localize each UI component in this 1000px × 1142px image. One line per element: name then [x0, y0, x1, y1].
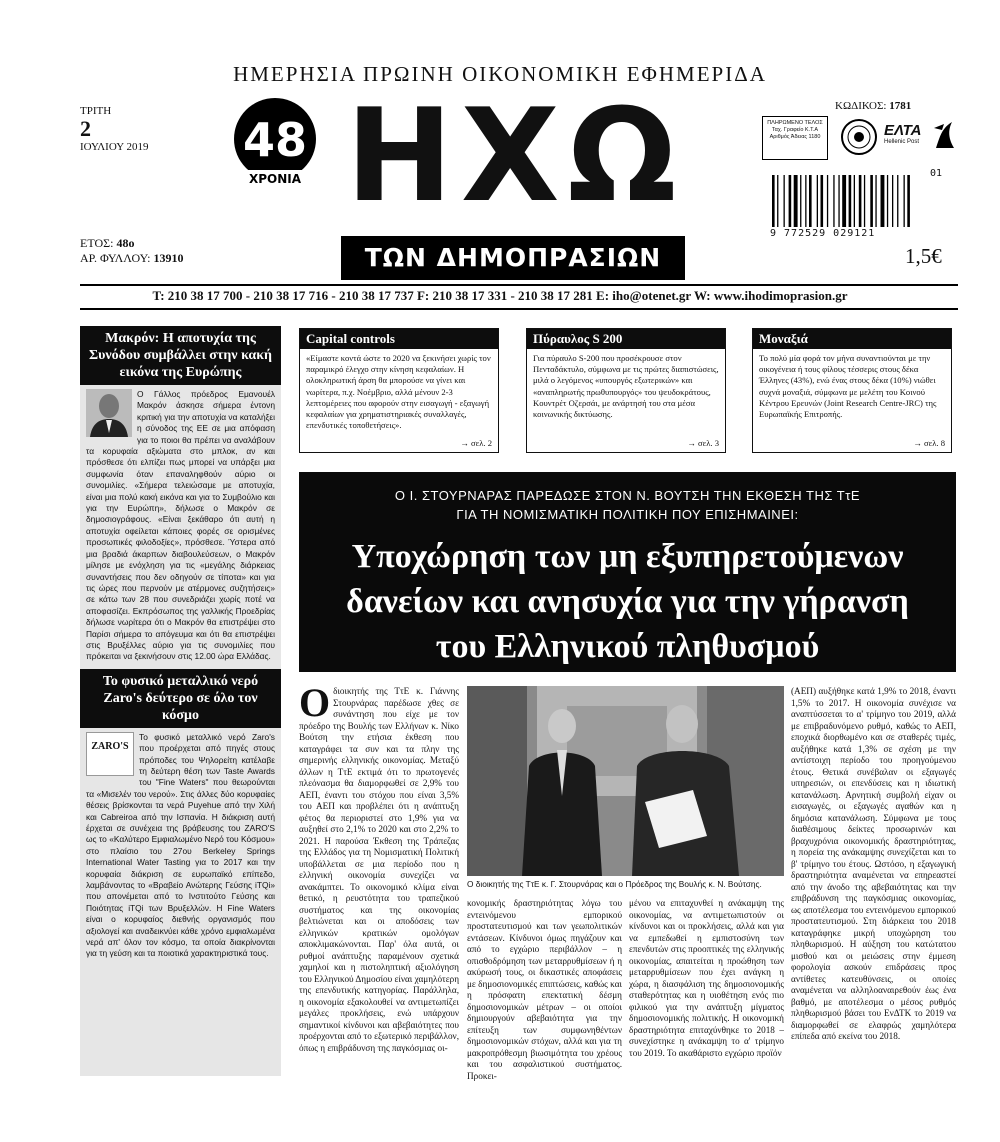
story-text-zaros: ZARO'S Το φυσικό μεταλλικό νερό Zaro's που προέρχεται από πηγές στους πρόποδες του Ψηλορείτη κατέλαβε τη δεύτερη θέση των Taste Awards του "Fine Waters" που θεωρούνται τα «Μισελέν του νερού». Στις άλλες δύο κορυφαίες θέσεις βρίσκονται τα νερά Puyehue από την Χιλή και Cabreiroa από την Ισπανία. Η διάκριση αυτή έρχεται σε συνέχεια της βράβευσης του ZARO'S ως το «Καλύτερο Εμφιαλωμένο Νερό του Κόσμου» στο πλαίσιο του 27ου Berkeley Springs International Water Tasting για το 2017 και την κορυφαία διάκριση σε ευρωπαϊκό επίπεδο, λαμβάνοντας το «Βραβείο Ανώτερης Γεύσης iTQi» που απονέμεται από το Ινστιτούτο Γεύσης και Ποιότητας iTQi των Βρυξελλών. Η Fine Waters είναι ο κορυφαίος διεθνής οργανισμός που αξιολογεί και αναδεικνύει κάθε χρόνο εμφιαλωμένα νερά απ' όλον τον κόσμο, τα οποία διακρίνονται για τη γεύση και τα ποιοτικά χαρακτηριστικά τους.	[86, 731, 275, 959]
teaser-box-loneliness	[752, 328, 952, 453]
teaser-text: «Είμαστε κοντά ώστε το 2020 να ξεκινήσει χωρίς τον παραμικρό έλεγχο στην κίνηση κεφαλαίων. Η ολοκληρωτική άρση θα μπορούσε να γίνει και νωρίτερα, π.χ. Νοέμβριο, αλλά μένουν 2-3 λεπτομέρειες που αφορούν στην εισαγωγή - εξαγωγή κεφαλαίων για χρηματιστηριακές συναλλαγές, επενδυτικές τοποθετήσεις».	[306, 353, 491, 431]
barcode	[770, 175, 960, 227]
article-column-3: μένου να επιταχυνθεί η ανάκαμψη της οικονομίας, να αντιμετωπιστούν οι κίνδυνοι και οι προκλήσεις, αλλά και για να εμπεδωθεί η εμπιστοσύνη των επενδυτών στις προοπτικές της ελληνικής οικονομίας, απαιτείται η προώθηση των μεταρρυθμίσεων που έχει ανάγκη η χώρα, η διασφάλιση της δημοσιονομικής σταθερότητας και η υιοθέτηση ενός πιο φιλικού για την ανάπτυξη μίγματος δημοσιονομικής πολιτικής. Η οικονομική δραστηριότητα επιταχύνθηκε το 2018 – συνεχίστηκε η ανάκαμψη το α' τρίμηνο του 2019. Το ακαθάριστο εγχώριο προϊόν	[629, 898, 784, 1058]
article-column-1: Οδιοικητής της ΤτΕ κ. Γιάννης Στουρνάρας παρέδωσε χθες σε συνάντηση που είχε με τον πρόεδρο της Βουλής των Ελλήνων κ. Νίκο Βούτση την ετήσια έκθεση που καταγράφει τα συν και τα πλην της σημερινής ελληνικής οικονομίας. Μεταξύ άλλων η ΤτΕ εκτιμά ότι το πρωτογενές πλεόνασμα θα διαμορφωθεί σε 2,9% του ΑΕΠ, έναντι του στόχου που είναι 3,5% του ΑΕΠ και προβλέπει ότι η ανάπτυξη φέτος θα περιοριστεί στο 1,9% για να αυξηθεί στο 2,1% το 2020 και στο 2,2% το 2021. Η παρούσα Έκθεση της Τράπεζας της Ελλάδος για τη Νομισματική Πολιτική υποβάλλεται σε μια περίοδο που η ελληνική οικονομία συνεχίζει να ανακάμπτει. Το οικονομικό κλίμα είναι θετικό, η ρευστότητα του τραπεζικού συστήματος και της οικονομίας βελτιώνεται και οι αποδόσεις των ελληνικών κρατικών ομολόγων αποκλιμακώνονται. Παρ' όλα αυτά, οι ρυθμοί ανάπτυξης παραμένουν σχετικά χαμηλοί και η πιστοληπτική αξιολόγηση του Ελληνικού Δημοσίου είναι χαμηλότερη της επενδυτικής κατηγορίας. Παράλληλα, η οικονομία εξακολουθεί να αντιμετωπίζει μεγάλες προκλήσεις, ενώ υπάρχουν σημαντικοί κίνδυνοι και αβεβαιότητες που προέρχονται από το εξωτερικό περιβάλλον, όπως η επιβράδυνση της παγκόσμιας οι-	[299, 686, 459, 1053]
anniversary-number: 48	[242, 113, 308, 167]
anniversary-badge	[228, 96, 322, 190]
teaser-title: Πύραυλος S 200	[527, 329, 725, 349]
story-title-zaros: Το φυσικό μεταλλικό νερό Zaro's δεύτερο σε όλο τον κόσμο	[80, 669, 281, 728]
divider	[80, 308, 958, 310]
article-column-2: κονομικής δραστηριότητας λόγω του εντεινόμενου εμπορικού προστατευτισμού και των γεωπολιτικών εντάσεων. Κίνδυνοι όμως πηγάζουν και από το εγχώριο περιβάλλον – η οπισθοδρόμηση των μεταρρυθμίσεων ή η ακύρωσή τους, οι δικαστικές αποφάσεις με δημοσιονομικές επιπτώσεις, καθώς και η πρόσφατη επεκτατική δέσμη δημοσιονομικών μέτρων – οι οποίοι δημιουργούν αβεβαιότητα για την επίτευξη των συμφωνηθέντων δημοσιονομικών στόχων, αλλά και για τη μακροπρόθεσμη βιωσιμότητα του χρέους και του ασφαλιστικού συστήματος. Προκει-	[467, 898, 622, 1081]
newspaper-title: ΗΧΩ	[345, 82, 685, 231]
postage-paid-stamp: ΠΛΗΡΩΜΕΝΟ ΤΕΛΟΣ Ταχ. Γραφείο Κ.Τ.Α Αριθμός Άδειας 1180	[762, 116, 828, 160]
price: 1,5€	[905, 244, 942, 268]
headline-kicker: Ο Ι. ΣΤΟΥΡΝΑΡΑΣ ΠΑΡΕΔΩΣΕ ΣΤΟΝ Ν. ΒΟΥΤΣΗ ΤΗΝ ΕΚΘΕΣΗ ΤΗΣ ΤτΕ ΓΙΑ ΤΗ ΝΟΜΙΣΜΑΤΙΚΗ ΠΟΛΙΤΙΚΗ ΠΟΥ ΕΠΙΣΗΜΑΙΝΕΙ:	[394, 488, 861, 522]
newspaper-subtitle: ΤΩΝ ΔΗΜΟΠΡΑΣΙΩΝ	[341, 236, 685, 280]
teaser-title: Μοναξιά	[753, 329, 951, 349]
code-value: 1781	[889, 100, 912, 112]
story-text-macron: Ο Γάλλος πρόεδρος Εμανουέλ Μακρόν άσκησε σήμερα έντονη κριτική για την αποτυχία να καταλήξει η σύνοδος της ΕΕ σε μια απόφαση για το ποιοι θα πρέπει να αναλάβουν τα κορυφαία αξιώματα στο μπλοκ, αν και πρόσθεσε ότι ελπίζει πως μπορεί να υπάρξει μια συμφωνία όταν επαναληφθούν αύριο οι συνομιλίες. «Σήμερα τελειώσαμε με αποτυχία, είναι μια πολύ κακή εικόνα και για το Συμβούλιο και για την Ευρώπη», δήλωσε ο Μακρόν σε δημοσιογράφους. «Είναι ξεκάθαρο ότι αυτή η αποτυχία οφείλεται κάποιες φορές σε ορισμένες προσωπικές φιλοδοξίες», πρόσθεσε. Ύστερα από μια βραδιά άκαρπων διαβουλεύσεων, ο Μακρόν μίλησε με ενόχληση για τις «μεγάλης διάρκειας συναντήσεις που δεν οδηγούν σε τίποτα» και για τις ώρες που περνούν με ατέρμονες συζητήσεις» σε κάτω των 28 που συνεδριάζει χωρίς ποτέ να αποφασίζει. Εκπρόσωπος της γαλλικής Προεδρίας δήλωσε νωρίτερα ότι ο Μακρόν θα επιστρέψει στο Παρίσι σήμερα το απόγευμα και ότι θα επιστρέψει στις Βρυξέλλες αύριο για τις συνομιλίες που πρόκειται να ξεκινήσουν στις 12.00 ώρα Ελλάδας.	[86, 389, 275, 662]
teaser-text: Το πολύ μία φορά τον μήνα συναντιούνται με την οικογένεια ή τους φίλους τέσσερις στους δέκα Έλληνες (43%), ενώ ένας στους δέκα (10%) νιώθει συχνά μοναξιά, σύμφωνα με μελέτη του Κοινού Κέντρου Ερευνών (Joint Research Centre-JRC) της Ευρωπαϊκής Επιτροπής.	[759, 353, 937, 420]
product-code	[835, 100, 911, 112]
page-reference: → σελ. 8	[913, 438, 945, 448]
barcode-issue: 01	[930, 168, 943, 179]
page-reference: → σελ. 2	[460, 438, 492, 448]
divider	[80, 284, 958, 286]
teaser-box-missile	[526, 328, 726, 453]
barcode-number: 9 772529 029121	[770, 228, 876, 239]
page-reference: → σελ. 3	[687, 438, 719, 448]
article-column-4: (ΑΕΠ) αυξήθηκε κατά 1,9% το 2018, έναντι 1,5% το 2017. Η οικονομία συνέχισε να αναπτύσσεται το α' τρίμηνο του 2019, αλλά με επιβραδυνόμενο ρυθμό, καθώς το ΑΕΠ, εποχικά διορθωμένο και σε σταθερές τιμές, αυξήθηκε κατά 1,3% σε σχέση με την αντίστοιχη περίοδο του προηγούμενου έτους. Θετικά συνέβαλαν οι εξαγωγές υπηρεσιών, οι επενδύσεις και η ιδιωτική κατανάλωση. Αρνητική συμβολή είχαν οι εισαγωγές, οι εξαγωγές αγαθών και η δημόσια κατανάλωση. Σύμφωνα με τους διαθέσιμους δείκτες προσωρινών και βραχυχρόνια οικονομικής δραστηριότητας, η πορεία της ανάκαμψης συνεχίζεται και το β' τρίμηνο του έτους. Ωστόσο, η εξαγωγική δραστηριότητα αναμένεται να επηρεαστεί από την άνοδο της αβεβαιότητας και την επιβράδυνση της παγκόσμιας οικονομίας, ως αποτέλεσμα του εντεινόμενου εμπορικού προστατευτισμού. Στη διάρκεια του 2018 καταγράφηκε μικρή υποχώρηση του πληθωρισμού. Η αύξηση του κατώτατου μισθού και οι μειώσεις στην έμμεση φορολογία ασκούν επιδράσεις προς αντίθετες κατευθύνσεις, οι οποίες αναμένεται να αλληλοαναιρεθούν έως ένα βαθμό, με αποτέλεσμα ο μέσος ρυθμός πληθωρισμού βάσει του ΕνΔΤΚ το 2019 να διαμορφωθεί σε ελαφρώς χαμηλότερα επίπεδα από εκείνα του 2018.	[791, 686, 956, 1041]
photo-caption: Ο διοικητής της ΤτΕ κ. Γ. Στουρνάρας και ο Πρόεδρος της Βουλής κ. Ν. Βούτσης.	[467, 879, 762, 889]
hermes-icon	[932, 118, 958, 156]
issue-label: ΑΡ. ΦΥΛΛΟΥ:	[80, 251, 151, 265]
teaser-title: Capital controls	[300, 329, 498, 349]
drop-cap: Ο	[299, 686, 331, 725]
code-label: ΚΩΔΙΚΟΣ:	[835, 100, 887, 112]
issue-value: 13910	[153, 251, 184, 265]
weekday: ΤΡΙΤΗ	[80, 105, 112, 117]
teaser-text: Για πύραυλο S-200 που προσέκρουσε στον Πενταδάκτυλο, σύμφωνα με τις πρώτες διαπιστώσεις, μιλά ο λεγόμενος «υπουργός εξωτερικών» και «αναπληρωτής πρωθυπουργός» του ψευδοκράτους, Κουντρέτ Οζερσάι, με ανάρτησή του στα μέσα κοινωνικής δικτύωσης.	[533, 353, 719, 420]
elta-logo: ΕΛΤΑ Hellenic Post	[884, 122, 922, 145]
issue-date	[80, 104, 149, 154]
contact-line: T: 210 38 17 700 - 210 38 17 716 - 210 38 17 737 F: 210 38 17 331 - 210 38 17 281 E: iho@otenet.gr W: www.ihodimoprasion.gr	[152, 288, 848, 303]
year-value: 48ο	[116, 236, 135, 250]
macron-photo	[86, 389, 132, 437]
article-photo	[467, 686, 784, 876]
left-column	[80, 326, 281, 1076]
teaser-box-capital-controls	[299, 328, 499, 453]
newspaper-tagline: ΗΜΕΡΗΣΙΑ ΠΡΩΙΝΗ ΟΙΚΟΝΟΜΙΚΗ ΕΦΗΜΕΡΙΔΑ	[233, 62, 767, 86]
zaros-logo: ZARO'S	[86, 732, 134, 776]
anniversary-word: ΧΡΟΝΙΑ	[248, 172, 302, 186]
main-headline: Υποχώρηση των μη εξυπηρετούμενων δανείων και ανησυχία για την γήρανση του Ελληνικού πληθυσμού	[346, 538, 909, 665]
year-label: ΕΤΟΣ:	[80, 236, 114, 250]
month-year: ΙΟΥΛΙΟΥ 2019	[80, 141, 149, 153]
story-title-macron: Μακρόν: Η αποτυχία της Συνόδου συμβάλλει στην κακή εικόνα της Ευρώπης	[80, 326, 281, 385]
postage-stamps	[762, 116, 958, 160]
main-headline-banner	[299, 472, 956, 672]
day-number: 2	[80, 116, 91, 141]
seal-icon	[840, 118, 878, 160]
issue-info	[80, 236, 183, 266]
